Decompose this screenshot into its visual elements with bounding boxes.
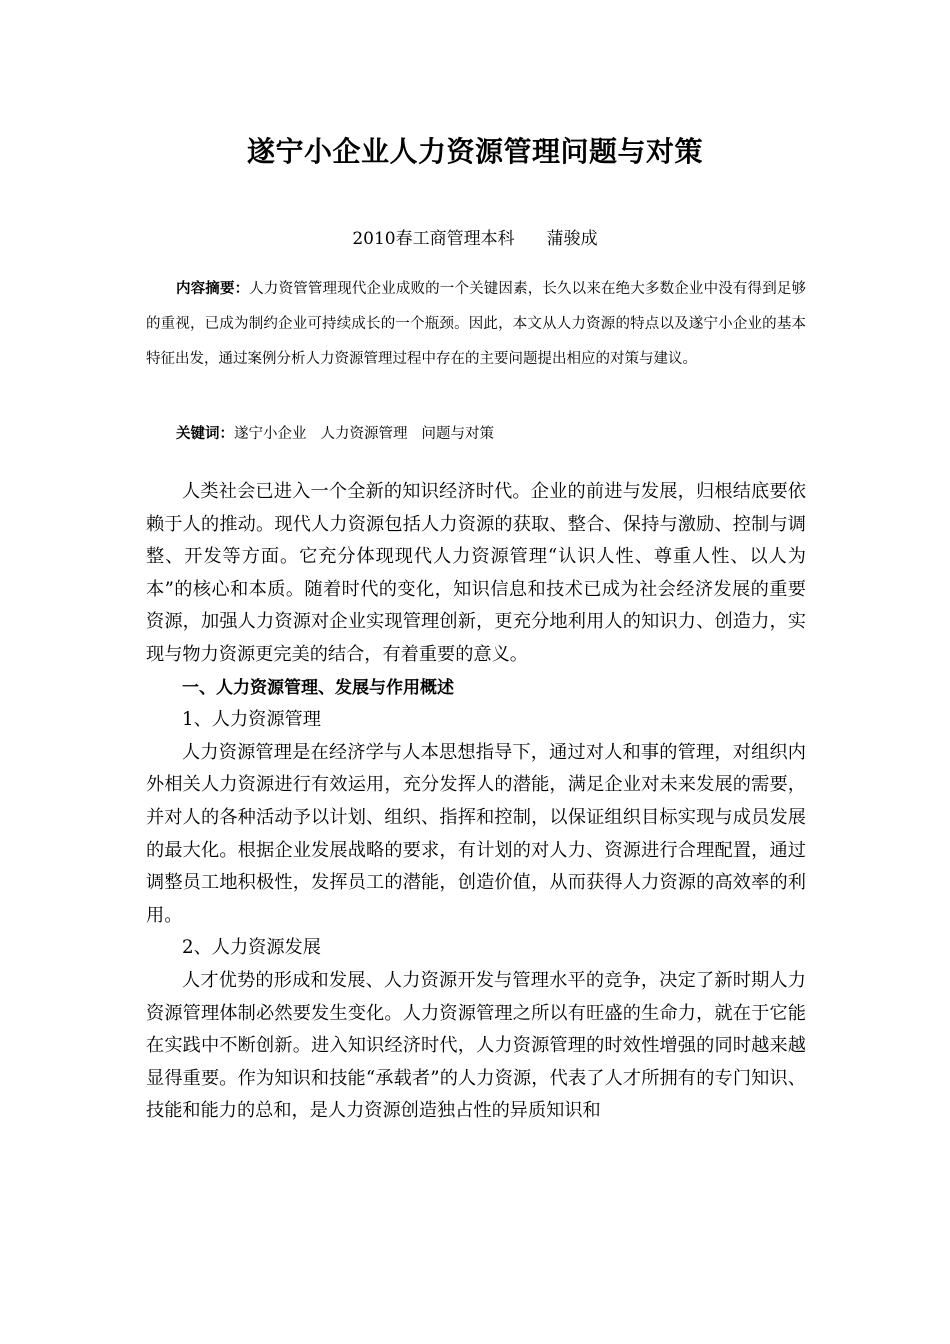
- keyword-item: 人力资源管理: [320, 426, 408, 442]
- abstract-label: 内容摘要：: [176, 281, 250, 297]
- body-text: [146, 476, 806, 1128]
- keywords: [146, 419, 806, 449]
- keyword-item: 问题与对策: [421, 426, 494, 442]
- document-title: 遂宁小企业人力资源管理问题与对策: [246, 135, 703, 168]
- section-heading: 一、人力资源管理、发展与作用概述: [182, 677, 454, 698]
- author-name: 蒲骏成: [546, 229, 598, 249]
- keyword-item: 遂宁小企业: [234, 426, 307, 442]
- intro-paragraph: 人类社会已进入一个全新的知识经济时代。企业的前进与发展，归根结底要依赖于人的推动。现代人力资源包括人力资源的获取、整合、保持与激励、控制与调整、开发等方面。它充分体现现代人力资源管理“认识人性、尊重人性、以人为本”的核心和本质。随着时代的变化，知识信息和技术已成为社会经济发展的重要资源，加强人力资源对企业实现管理创新，更充分地利用人的知识力、创造力，实现与物力资源更完美的结合，有着重要的意义。: [146, 481, 806, 665]
- author-line: [0, 226, 950, 252]
- abstract: [146, 272, 806, 377]
- abstract-text: 人力资管管理现代企业成败的一个关键因素，长久以来在绝大多数企业中没有得到足够的重视，已成为制约企业可持续成长的一个瓶颈。因此，本文从人力资源的特点以及遂宁小企业的基本特征出发，通过案例分析人力资源管理过程中存在的主要问题提出相应的对策与建议。: [146, 281, 807, 367]
- author-program: 2010春工商管理本科: [352, 229, 515, 249]
- subsection-paragraph: 人力资源管理是在经济学与人本思想指导下，通过对人和事的管理，对组织内外相关人力资源进行有效运用，充分发挥人的潜能，满足企业对未来发展的需要，并对人的各种活动予以计划、组织、指挥和控制，以保证组织目标实现与成员发展的最大化。根据企业发展战略的要求，有计划的对人力、资源进行合理配置，通过调整员工地积极性，发挥员工的潜能，创造价值，从而获得人力资源的高效率的利用。: [146, 741, 806, 926]
- subsection-heading: 1、人力资源管理: [182, 709, 321, 731]
- subsection-heading: 2、人力资源发展: [182, 937, 321, 959]
- subsection-paragraph: 人才优势的形成和发展、人力资源开发与管理水平的竞争，决定了新时期人力资源管理体制必然要发生变化。人力资源管理之所以有旺盛的生命力，就在于它能在实践中不断创新。进入知识经济时代，人力资源管理的时效性增强的同时越来越显得重要。作为知识和技能“承载者”的人力资源，代表了人才所拥有的专门知识、技能和能力的总和，是人力资源创造独占性的异质知识和: [146, 969, 806, 1122]
- keywords-label: 关键词：: [176, 426, 234, 442]
